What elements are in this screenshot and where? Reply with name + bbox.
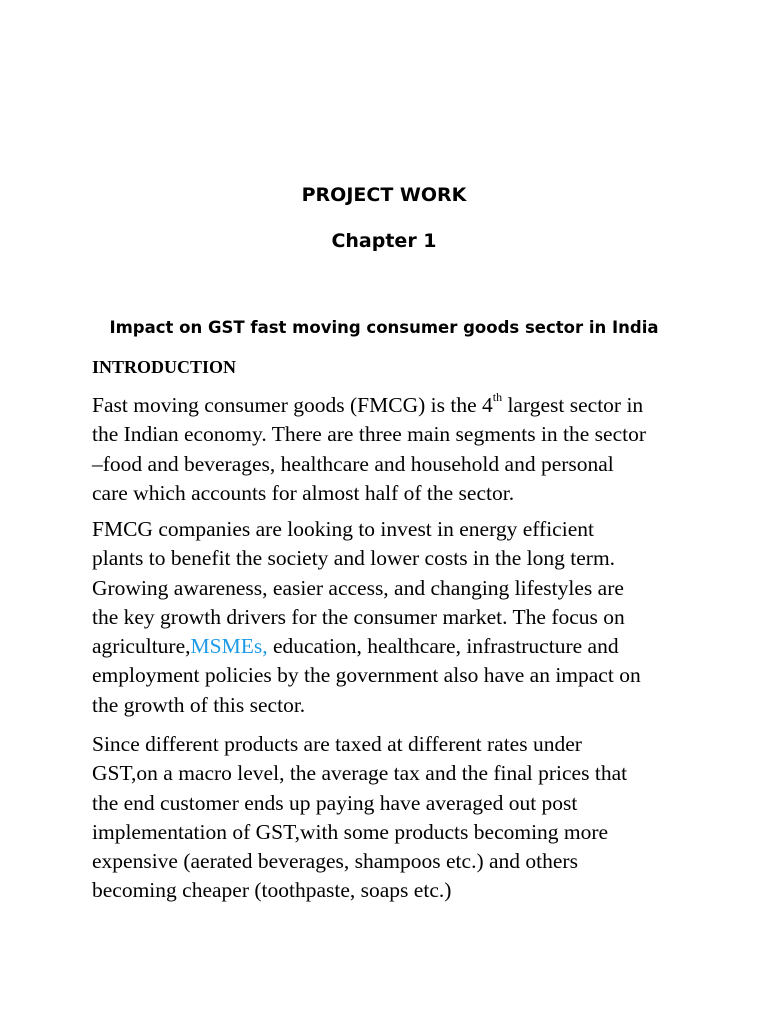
paragraph-line: the growth of this sector. (92, 692, 306, 717)
paragraph-line (92, 391, 692, 420)
paragraph-line: FMCG companies are looking to invest in energy efficient (92, 517, 594, 541)
msmes-link[interactable]: MSMEs, (190, 634, 268, 659)
paragraph-line: GST,on a macro level, the average tax and the final prices that (92, 761, 628, 786)
project-work-heading: PROJECT WORK (301, 184, 467, 206)
paragraph-fmcg-investment (92, 515, 692, 720)
document-subtitle: Impact on GST fast moving consumer goods sector in India (109, 318, 659, 337)
paragraph-line: the key growth drivers for the consumer market. The focus on (92, 604, 625, 629)
text-fragment: largest sector in (502, 393, 644, 417)
paragraph-line: implementation of GST,with some products becoming more (92, 819, 609, 844)
paragraph-line: Growing awareness, easier access, and changing lifestyles are (92, 575, 624, 600)
introduction-heading: INTRODUCTION (92, 357, 237, 377)
paragraph-line: plants to benefit the society and lower costs in the long term. (92, 546, 616, 571)
paragraph-gst-rates (92, 730, 692, 906)
paragraph-line: employment policies by the government also have an impact on (92, 663, 641, 688)
paragraph-line: the Indian economy. There are three main segments in the sector (92, 422, 647, 447)
ordinal-superscript: th (492, 389, 503, 404)
text-fragment: Fast moving consumer goods (FMCG) is the 4 (92, 393, 493, 417)
paragraph-line: the end customer ends up paying have averaged out post (92, 790, 578, 815)
paragraph-fmcg-overview (92, 391, 692, 508)
paragraph-line: –food and beverages, healthcare and household and personal (92, 451, 614, 476)
text-fragment: agriculture, (92, 634, 191, 659)
paragraph-line (92, 632, 692, 661)
chapter-heading: Chapter 1 (331, 230, 437, 252)
paragraph-line: becoming cheaper (toothpaste, soaps etc.) (92, 878, 452, 903)
text-fragment: education, healthcare, infrastructure and (267, 634, 619, 659)
paragraph-line: care which accounts for almost half of the sector. (92, 480, 515, 505)
paragraph-line: Since different products are taxed at different rates under (92, 732, 582, 756)
paragraph-line: expensive (aerated beverages, shampoos etc.) and others (92, 849, 578, 874)
